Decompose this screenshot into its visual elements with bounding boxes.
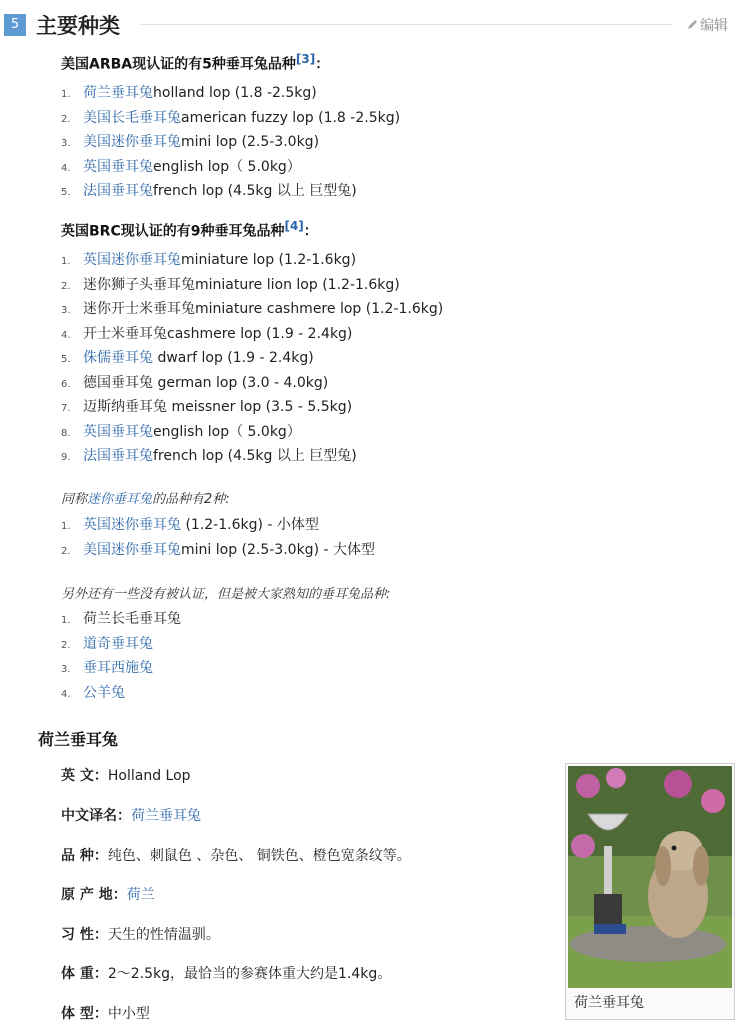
fact-label: 体 型： [61,1006,108,1022]
header-divider [140,24,672,25]
list-item [61,155,400,180]
list-item [61,420,443,445]
list-item [61,81,400,106]
brc-heading-colon: ： [303,223,318,240]
list-item [61,656,181,681]
arba-heading [61,52,329,74]
breed-text: french lop (4.5kg 以上 巨型兔) [153,448,357,464]
list-number: 1. [61,615,71,626]
fact-value: 2～2.5kg，最恰当的参赛体重大约是1.4kg。 [107,966,392,982]
list-number: 4. [61,688,71,700]
edit-label: 编辑 [700,18,728,34]
fact-label: 中文译名： [61,808,131,824]
mini-lop-link[interactable]: 迷你垂耳兔 [87,492,153,507]
list-number: 1. [61,521,71,532]
list-item [61,106,400,131]
breed-link[interactable]: 侏儒垂耳兔 [83,350,153,366]
fact-link[interactable]: 荷兰 [126,887,155,903]
list-number: 2. [61,113,71,125]
fact-varieties [61,845,411,865]
fact-label: 体 重： [61,966,108,982]
list-item [61,322,443,347]
list-number: 1. [61,256,71,267]
breed-link[interactable]: 垂耳西施兔 [83,660,153,676]
fact-chinese-name [61,805,201,825]
breed-link[interactable]: 法国垂耳兔 [83,448,153,464]
brc-ref-link[interactable]: [4] [284,219,304,233]
same-note-pre: 同称 [61,492,88,507]
list-item [61,607,181,632]
list-number: 3. [61,664,71,675]
fact-weight [61,963,391,983]
breed-text: french lop (4.5kg 以上 巨型兔) [153,183,357,199]
edit-link[interactable] [686,15,728,35]
list-item [61,538,375,563]
list-item [61,130,400,155]
fact-value: 纯色、刺鼠色 、杂色、 铜铁色、橙色宽条纹等。 [107,848,411,864]
fact-label: 习 性： [61,927,108,943]
breed-link[interactable]: 英国迷你垂耳兔 [83,252,181,268]
same-name-list [61,513,375,562]
list-number: 7. [61,403,71,414]
list-item [61,248,443,273]
fact-value: Holland Lop [107,768,191,784]
list-number: 4. [61,162,71,174]
fact-label: 原 产 地： [61,887,127,903]
section-header [0,0,750,46]
fact-size [61,1003,150,1023]
pencil-icon [686,19,698,31]
breed-text: 迈斯纳垂耳兔 meissner lop (3.5 - 5.5kg) [83,399,353,415]
fact-value: 天生的性情温驯。 [107,927,220,943]
fact-label: 品 种： [61,848,108,864]
fact-value: 中小型 [107,1006,150,1022]
holland-lop-thumbnail[interactable] [565,763,735,1020]
fact-temperament [61,924,220,944]
rabbit-trophy-photo [568,766,732,988]
breed-text: 迷你狮子头垂耳兔miniature lion lop (1.2-1.6kg) [83,276,400,293]
others-list [61,607,181,705]
list-number: 2. [61,545,71,557]
breed-text: mini lop (2.5-3.0kg) [181,134,320,150]
fact-link[interactable]: 荷兰垂耳兔 [131,808,201,824]
list-item [61,632,181,657]
brc-heading [61,219,318,241]
list-item [61,444,443,469]
breed-link[interactable]: 公羊兔 [83,684,125,701]
breed-text: english lop（ 5.0kg） [153,423,301,440]
list-number: 5. [61,187,71,198]
list-number: 2. [61,639,71,651]
list-item [61,513,375,538]
breed-link[interactable]: 荷兰垂耳兔 [83,85,153,101]
list-item [61,297,443,322]
breed-text: (1.2-1.6kg) - 小体型 [181,517,319,533]
list-number: 4. [61,329,71,341]
breed-text: miniature lop (1.2-1.6kg) [181,252,357,268]
breed-text: english lop（ 5.0kg） [153,158,301,175]
same-name-note [61,488,230,507]
list-item [61,273,443,298]
arba-ref-link[interactable]: [3] [295,52,316,66]
arba-heading-colon: ： [315,56,330,73]
fact-label: 英 文： [61,768,108,784]
section-title: 主要种类 [36,14,120,38]
thumbnail-caption: 荷兰垂耳兔 [574,995,644,1011]
list-number: 2. [61,280,71,292]
list-number: 3. [61,305,71,316]
breed-text: 德国垂耳兔 german lop (3.0 - 4.0kg) [83,374,329,391]
list-number: 8. [61,427,71,439]
breed-text: mini lop (2.5-3.0kg) - 大体型 [181,541,375,558]
list-item [61,179,400,204]
holland-lop-heading: 荷兰垂耳兔 [38,730,119,749]
fact-english [61,765,191,785]
list-number: 5. [61,354,71,365]
breed-text: dwarf lop (1.9 - 2.4kg) [153,350,314,366]
section-number-badge: 5 [4,14,26,36]
others-note: 另外还有一些没有被认证，但是被大家熟知的垂耳兔品种: [61,587,391,602]
list-item [61,395,443,420]
list-item [61,681,181,706]
arba-heading-text: 美国ARBA现认证的有5种垂耳兔品种 [61,56,296,73]
brc-heading-text: 英国BRC现认证的有9种垂耳兔品种 [61,223,285,240]
breed-text: 荷兰长毛垂耳兔 [83,611,181,627]
breed-text: american fuzzy lop (1.8 -2.5kg) [181,109,401,126]
list-number: 3. [61,138,71,149]
breed-link[interactable]: 美国长毛垂耳兔 [83,109,181,126]
breed-link[interactable]: 英国垂耳兔 [83,423,153,440]
brc-list [61,248,443,469]
fact-origin [61,884,155,904]
arba-list [61,81,400,204]
list-number: 1. [61,89,71,100]
list-item [61,346,443,371]
breed-link[interactable]: 英国垂耳兔 [83,158,153,175]
breed-link[interactable]: 法国垂耳兔 [83,183,153,199]
breed-text: 迷你开士米垂耳兔miniature cashmere lop (1.2-1.6kg) [83,301,444,317]
same-note-post: 的品种有2种: [152,492,230,507]
list-number: 6. [61,378,71,390]
breed-link[interactable]: 道奇垂耳兔 [83,635,153,652]
list-number: 9. [61,452,71,463]
breed-text: holland lop (1.8 -2.5kg) [153,85,317,101]
breed-link[interactable]: 美国迷你垂耳兔 [83,541,181,558]
breed-link[interactable]: 美国迷你垂耳兔 [83,134,181,150]
list-item [61,371,443,396]
breed-text: 开士米垂耳兔cashmere lop (1.9 - 2.4kg) [83,325,353,342]
breed-link[interactable]: 英国迷你垂耳兔 [83,517,181,533]
